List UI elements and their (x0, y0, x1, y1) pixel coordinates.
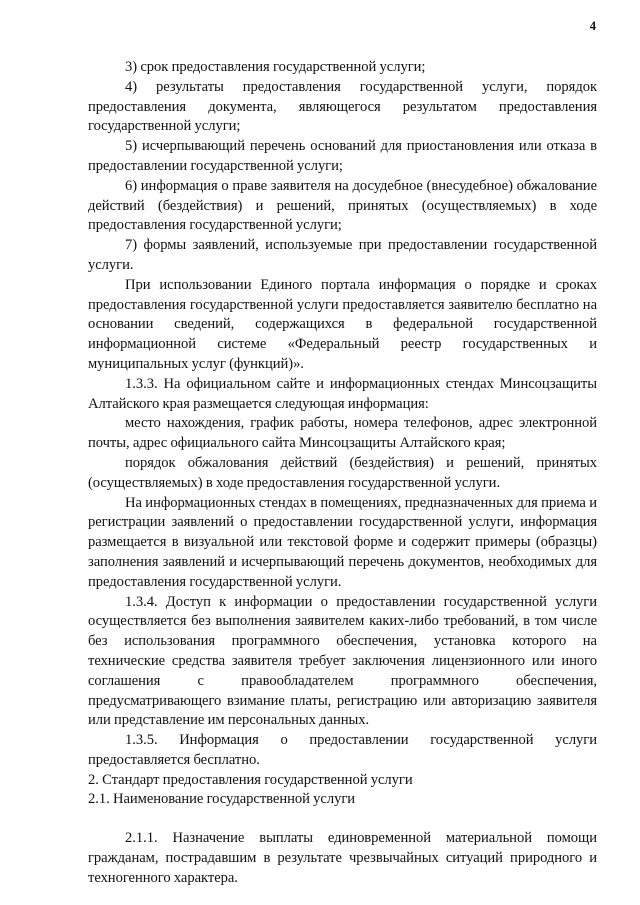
subsection-heading: 2.1. Наименование государственной услуги (88, 791, 356, 808)
paragraph-1-3-5: 1.3.5. Информация о предоставлении государственной услуги предоставляется бесплатно. (88, 732, 597, 768)
paragraph-item-7: 7) формы заявлений, используемые при предоставлении государственной услуги. (88, 237, 597, 273)
paragraph-2-1-1: 2.1.1. Назначение выплаты единовременной материальной помощи гражданам, пострадавшим в результате чрезвычайных ситуаций природного и техногенного характера. (88, 830, 597, 886)
page-number: 4 (589, 19, 596, 33)
paragraph-unified-portal: При использовании Единого портала информация о порядке и сроках предоставления государственной услуги предоставляется заявителю бесплатно на основании сведений, содержащихся в федеральной государственной информационной системе «Федеральный реестр государственных и муниципальных услуг (функций)». (88, 276, 597, 372)
paragraph-item-5: 5) исчерпывающий перечень оснований для приостановления или отказа в предоставлении государственной услуги; (88, 138, 597, 174)
paragraph-item-6: 6) информация о праве заявителя на досудебное (внесудебное) обжалование действий (бездействия) и решений, принятых (осуществляемых) в ходе предоставления государственной услуги; (88, 177, 597, 234)
section-heading: 2. Стандарт предоставления государственной услуги (88, 771, 413, 788)
paragraph-item-4: 4) результаты предоставления государственной услуги, порядок предоставления документа, являющегося результатом предоставления государственной услуги; (88, 78, 597, 135)
paragraph-info-stands: На информационных стендах в помещениях, предназначенных для приема и регистрации заявлений о предоставлении государственной услуги, информация размещается в визуальной или текстовой форме и содержит примеры (образцы) заполнения заявлений и исчерпывающий перечень документов, необходимых для предоставления государственной услуги. (88, 494, 597, 590)
paragraph-location-info: место нахождения, график работы, номера телефонов, адрес электронной почты, адрес официального сайта Минсоцзащиты Алтайского края; (88, 415, 597, 452)
paragraph-1-3-3: 1.3.3. На официальном сайте и информационных стендах Минсоцзащиты Алтайского края размещается следующая информация: (88, 375, 597, 412)
paragraph-item-3: 3) срок предоставления государственной услуги; (125, 59, 426, 75)
paragraph-appeal-procedure: порядок обжалования действий (бездействия) и решений, принятых (осуществляемых) в ходе предоставления государственной услуги. (88, 454, 597, 491)
paragraph-1-3-4: 1.3.4. Доступ к информации о предоставлении государственной услуги осуществляется без выполнения заявителем каких-либо требований, в том числе без использования программного обеспечения, установка которого на технические средства заявителя требует заключения лицензионного или иного соглашения с правообладателем программного обеспечения, предусматривающего взимание платы, регистрацию или авторизацию заявителя или представление им персональных данных. (88, 593, 597, 729)
document-body (88, 58, 597, 889)
